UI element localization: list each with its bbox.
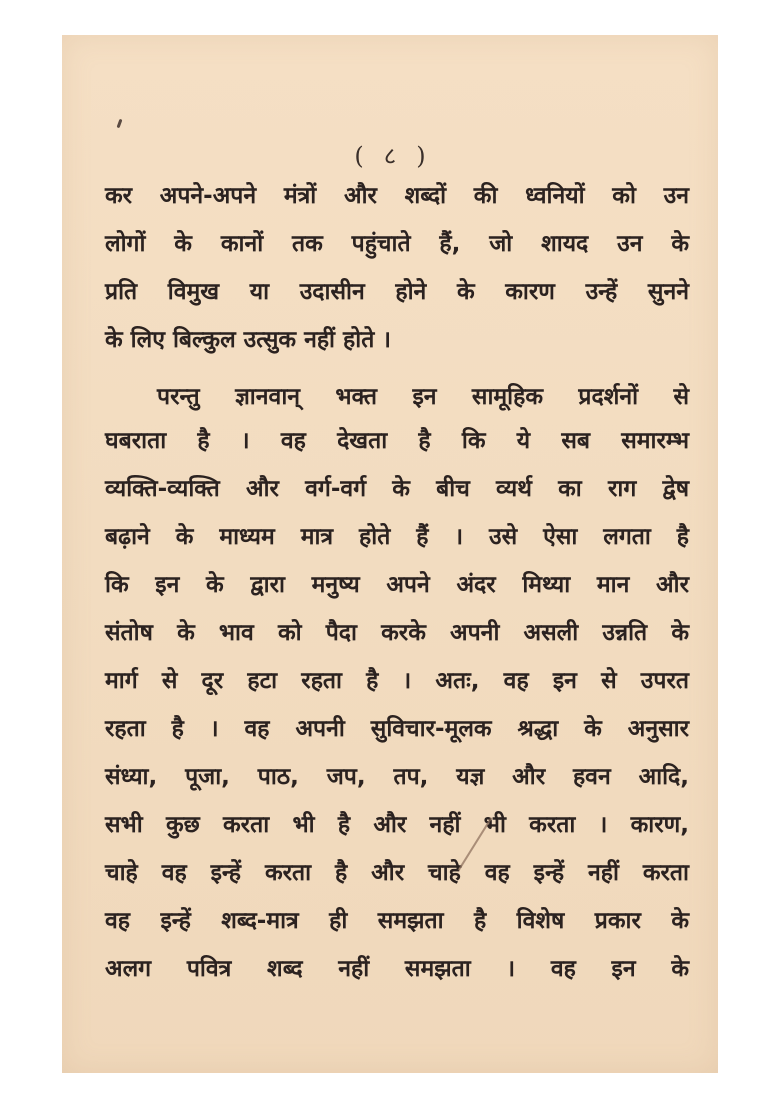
text-line: संतोष के भाव को पैदा करके अपनी असली उन्नति के	[105, 620, 689, 646]
ink-speck	[117, 119, 123, 128]
text-line: रहता है । वह अपनी सुविचार-मूलक श्रद्धा के अनुसार	[105, 716, 689, 742]
text-line: कर अपने-अपने मंत्रों और शब्दों की ध्वनियों को उन	[105, 183, 689, 209]
page-number	[62, 139, 718, 172]
text-line: के लिए बिल्कुल उत्सुक नहीं होते ।	[105, 327, 392, 353]
text-line: मार्ग से दूर हटा रहता है । अतः, वह इन से उपरत	[105, 668, 689, 694]
text-line: व्यक्ति-व्यक्ति और वर्ग-वर्ग के बीच व्यर्थ का राग द्वेष	[105, 476, 689, 502]
text-line: वह इन्हें शब्द-मात्र ही समझता है विशेष प्रकार के	[105, 908, 689, 934]
text-line: कि इन के द्वारा मनुष्य अपने अंदर मिथ्या मान और	[105, 572, 689, 598]
text-line: संध्या, पूजा, पाठ, जप, तप, यज्ञ और हवन आदि,	[105, 764, 689, 790]
page-number-value: ८	[383, 142, 397, 170]
page-number-open-paren: (	[354, 142, 364, 170]
text-line: परन्तु ज्ञानवान् भक्त इन सामूहिक प्रदर्शनों से	[157, 384, 689, 410]
text-line: घबराता है । वह देखता है कि ये सब समारम्भ	[105, 428, 689, 454]
text-line: अलग पवित्र शब्द नहीं समझता । वह इन के	[105, 956, 689, 982]
text-line: लोगों के कानों तक पहुंचाते हैं, जो शायद उन के	[105, 231, 689, 257]
text-line: बढ़ाने के माध्यम मात्र होते हैं । उसे ऐसा लगता है	[105, 524, 689, 550]
text-line: प्रति विमुख या उदासीन होने के कारण उन्हें सुनने	[105, 279, 689, 305]
text-line: चाहे वह इन्हें करता है और चाहे वह इन्हें नहीं करता	[105, 860, 689, 886]
text-line: सभी कुछ करता भी है और नहीं भी करता । कारण,	[105, 812, 689, 838]
book-page	[62, 35, 718, 1073]
page-number-close-paren: )	[416, 142, 426, 170]
